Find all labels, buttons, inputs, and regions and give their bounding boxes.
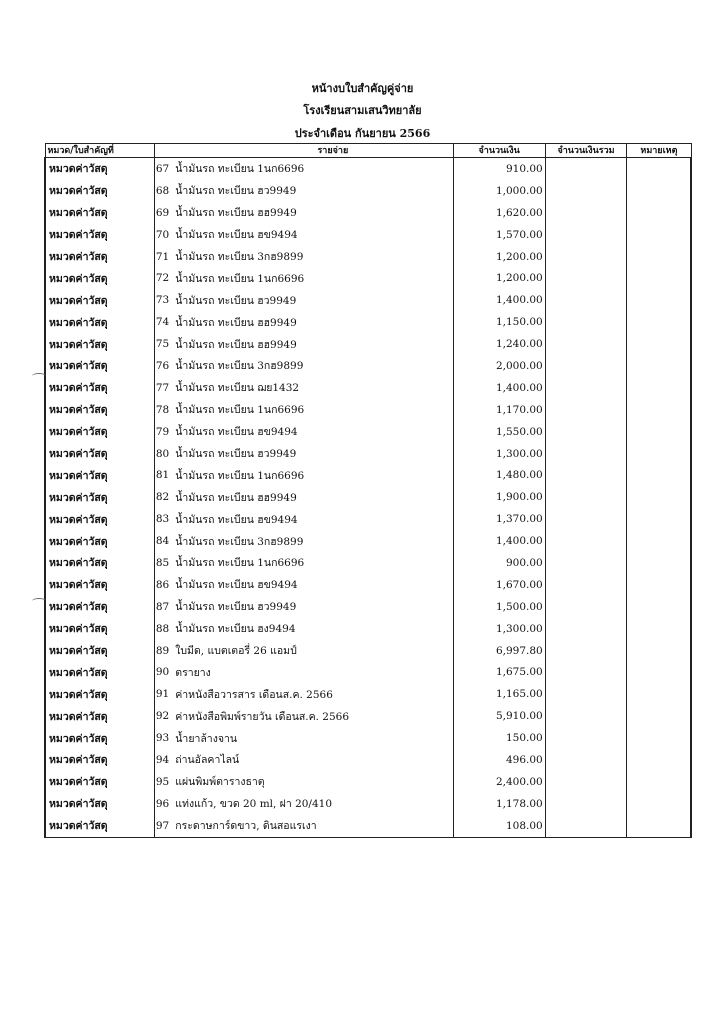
row-number: 70 xyxy=(155,228,170,241)
row-number: 92 xyxy=(155,710,170,723)
row-total xyxy=(545,399,627,421)
row-category: หมวดค่าวัสดุ xyxy=(45,661,155,683)
row-total xyxy=(545,640,627,662)
row-total xyxy=(545,267,627,289)
row-amount: 1,240.00 xyxy=(453,333,545,355)
row-number: 86 xyxy=(155,578,170,591)
row-remark xyxy=(627,508,691,530)
row-item: ใบมีด, แบตเตอรี่ 26 แอมป์ xyxy=(173,640,453,662)
table-row xyxy=(45,421,691,443)
row-number: 85 xyxy=(155,556,170,569)
table-row xyxy=(45,618,691,640)
row-number: 91 xyxy=(155,688,170,701)
table-row xyxy=(45,508,691,530)
row-amount: 2,400.00 xyxy=(453,771,545,793)
row-remark xyxy=(627,311,691,333)
row-remark xyxy=(627,640,691,662)
row-total xyxy=(545,246,627,268)
row-total xyxy=(545,727,627,749)
row-total xyxy=(545,377,627,399)
table-row xyxy=(45,793,691,815)
row-amount: 1,550.00 xyxy=(453,421,545,443)
row-number: 68 xyxy=(155,184,170,197)
row-category: หมวดค่าวัสดุ xyxy=(45,486,155,508)
expense-table xyxy=(44,143,692,838)
row-remark xyxy=(627,158,691,180)
row-item: น้ำมันรถ ทะเบียน ฮข9494 xyxy=(173,508,453,530)
row-number: 96 xyxy=(155,797,170,810)
row-number: 95 xyxy=(155,775,170,788)
table-row xyxy=(45,246,691,268)
row-amount: 1,000.00 xyxy=(453,180,545,202)
row-category: หมวดค่าวัสดุ xyxy=(45,793,155,815)
row-amount: 1,200.00 xyxy=(453,267,545,289)
row-amount: 1,480.00 xyxy=(453,464,545,486)
row-remark xyxy=(627,333,691,355)
row-remark xyxy=(627,289,691,311)
row-item: ค่าหนังสือวารสาร เดือนส.ค. 2566 xyxy=(173,683,453,705)
row-number: 88 xyxy=(155,622,170,635)
row-remark xyxy=(627,749,691,771)
row-item: น้ำมันรถ ทะเบียน ฮฮ9949 xyxy=(173,486,453,508)
row-remark xyxy=(627,815,691,837)
row-item: น้ำมันรถ ทะเบียน 1นก6696 xyxy=(173,464,453,486)
row-amount: 108.00 xyxy=(453,815,545,837)
table-row xyxy=(45,727,691,749)
row-remark xyxy=(627,377,691,399)
row-total xyxy=(545,815,627,837)
row-total xyxy=(545,530,627,552)
row-item: น้ำมันรถ ทะเบียน ฮฮ9949 xyxy=(173,202,453,224)
table-row xyxy=(45,530,691,552)
row-total xyxy=(545,421,627,443)
table-header-row xyxy=(45,144,691,158)
row-total xyxy=(545,311,627,333)
row-amount: 1,200.00 xyxy=(453,246,545,268)
table-row xyxy=(45,158,691,180)
row-category: หมวดค่าวัสดุ xyxy=(45,683,155,705)
row-category: หมวดค่าวัสดุ xyxy=(45,180,155,202)
table-row xyxy=(45,443,691,465)
row-number: 69 xyxy=(155,206,170,219)
row-item: น้ำมันรถ ทะเบียน ฌย1432 xyxy=(173,377,453,399)
row-category: หมวดค่าวัสดุ xyxy=(45,421,155,443)
row-item: น้ำมันรถ ทะเบียน 1นก6696 xyxy=(173,158,453,180)
row-item: น้ำมันรถ ทะเบียน ฮว9949 xyxy=(173,596,453,618)
row-number: 80 xyxy=(155,447,170,460)
row-item: น้ำมันรถ ทะเบียน 3กฮ9899 xyxy=(173,530,453,552)
col-header-amount: จำนวนเงิน xyxy=(453,144,545,158)
row-number: 81 xyxy=(155,469,170,482)
row-number: 75 xyxy=(155,338,170,351)
table-row xyxy=(45,815,691,837)
table-row xyxy=(45,771,691,793)
row-remark xyxy=(627,443,691,465)
row-category: หมวดค่าวัสดุ xyxy=(45,771,155,793)
row-remark xyxy=(627,202,691,224)
row-item: ค่าหนังสือพิมพ์รายวัน เดือนส.ค. 2566 xyxy=(173,705,453,727)
row-remark xyxy=(627,464,691,486)
row-category: หมวดค่าวัสดุ xyxy=(45,443,155,465)
row-number: 79 xyxy=(155,425,170,438)
row-amount: 1,370.00 xyxy=(453,508,545,530)
row-amount: 1,900.00 xyxy=(453,486,545,508)
row-number: 90 xyxy=(155,666,170,679)
row-item: น้ำมันรถ ทะเบียน 3กฮ9899 xyxy=(173,246,453,268)
row-amount: 1,178.00 xyxy=(453,793,545,815)
row-remark xyxy=(627,421,691,443)
row-total xyxy=(545,683,627,705)
row-item: น้ำมันรถ ทะเบียน 3กฮ9899 xyxy=(173,355,453,377)
row-number: 73 xyxy=(155,294,170,307)
row-amount: 5,910.00 xyxy=(453,705,545,727)
table-row xyxy=(45,661,691,683)
row-category: หมวดค่าวัสดุ xyxy=(45,640,155,662)
table-row xyxy=(45,683,691,705)
row-item: ตรายาง xyxy=(173,661,453,683)
row-number: 74 xyxy=(155,316,170,329)
table-row xyxy=(45,464,691,486)
punch-mark xyxy=(32,373,46,379)
row-amount: 900.00 xyxy=(453,552,545,574)
row-number: 94 xyxy=(155,753,170,766)
row-category: หมวดค่าวัสดุ xyxy=(45,530,155,552)
row-category: หมวดค่าวัสดุ xyxy=(45,246,155,268)
row-number: 78 xyxy=(155,403,170,416)
row-item: ถ่านอัลคาไลน์ xyxy=(173,749,453,771)
table-row xyxy=(45,289,691,311)
table-row xyxy=(45,202,691,224)
row-amount: 1,400.00 xyxy=(453,289,545,311)
table-row xyxy=(45,333,691,355)
table-row xyxy=(45,224,691,246)
row-category: หมวดค่าวัสดุ xyxy=(45,355,155,377)
row-remark xyxy=(627,793,691,815)
row-remark xyxy=(627,552,691,574)
row-total xyxy=(545,180,627,202)
row-category: หมวดค่าวัสดุ xyxy=(45,333,155,355)
row-total xyxy=(545,574,627,596)
row-total xyxy=(545,224,627,246)
row-item: น้ำมันรถ ทะเบียน ฮฮ9949 xyxy=(173,333,453,355)
table-row xyxy=(45,355,691,377)
row-item: น้ำมันรถ ทะเบียน ฮข9494 xyxy=(173,574,453,596)
row-number: 83 xyxy=(155,513,170,526)
row-remark xyxy=(627,267,691,289)
row-total xyxy=(545,158,627,180)
row-amount: 1,300.00 xyxy=(453,618,545,640)
table-row xyxy=(45,705,691,727)
row-total xyxy=(545,464,627,486)
row-number: 97 xyxy=(155,815,174,837)
row-remark xyxy=(627,618,691,640)
row-amount: 2,000.00 xyxy=(453,355,545,377)
table-row xyxy=(45,399,691,421)
row-item: น้ำมันรถ ทะเบียน ฮง9494 xyxy=(173,618,453,640)
row-remark xyxy=(627,771,691,793)
row-number: 87 xyxy=(155,600,170,613)
row-amount: 150.00 xyxy=(453,727,545,749)
row-number: 84 xyxy=(155,535,170,548)
row-total xyxy=(545,552,627,574)
row-amount: 1,500.00 xyxy=(453,596,545,618)
row-amount: 1,670.00 xyxy=(453,574,545,596)
table-row xyxy=(45,574,691,596)
row-remark xyxy=(627,705,691,727)
row-amount: 1,300.00 xyxy=(453,443,545,465)
row-total xyxy=(545,333,627,355)
row-remark xyxy=(627,574,691,596)
table-row xyxy=(45,267,691,289)
row-amount: 1,620.00 xyxy=(453,202,545,224)
table-row xyxy=(45,377,691,399)
row-total xyxy=(545,749,627,771)
row-number: 93 xyxy=(155,732,170,745)
row-amount: 1,400.00 xyxy=(453,377,545,399)
row-amount: 1,570.00 xyxy=(453,224,545,246)
table-row xyxy=(45,552,691,574)
row-number: 72 xyxy=(155,272,170,285)
col-header-category: หมวด/ใบสำคัญที่ xyxy=(45,144,155,158)
row-item: แท่งแก้ว, ขวด 20 ml, ฝา 20/410 xyxy=(173,793,453,815)
col-header-remark: หมายเหตุ xyxy=(627,144,691,158)
row-total xyxy=(545,486,627,508)
punch-mark xyxy=(32,598,46,604)
row-remark xyxy=(627,530,691,552)
row-item: แผ่นพิมพ์ตารางธาตุ xyxy=(173,771,453,793)
row-item: น้ำยาล้างจาน xyxy=(173,727,453,749)
row-remark xyxy=(627,596,691,618)
row-total xyxy=(545,771,627,793)
table-row xyxy=(45,749,691,771)
row-total xyxy=(545,443,627,465)
row-category: หมวดค่าวัสดุ xyxy=(45,508,155,530)
table-body xyxy=(45,158,691,838)
row-amount: 1,165.00 xyxy=(453,683,545,705)
row-total xyxy=(545,661,627,683)
table-row xyxy=(45,486,691,508)
row-category: หมวดค่าวัสดุ xyxy=(45,705,155,727)
row-remark xyxy=(627,355,691,377)
row-item: น้ำมันรถ ทะเบียน ฮข9494 xyxy=(173,224,453,246)
row-amount: 6,997.80 xyxy=(453,640,545,662)
row-number: 82 xyxy=(155,491,170,504)
row-remark xyxy=(627,399,691,421)
row-category: หมวดค่าวัสดุ xyxy=(45,224,155,246)
row-item: กระดาษการ์ดขาว, ดินสอแรเงา xyxy=(173,815,453,837)
row-total xyxy=(545,355,627,377)
document-title: หน้างบใบสำคัญคู่จ่าย xyxy=(311,82,414,95)
row-category: หมวดค่าวัสดุ xyxy=(45,596,155,618)
row-category: หมวดค่าวัสดุ xyxy=(45,377,155,399)
row-amount: 910.00 xyxy=(453,158,545,180)
row-remark xyxy=(627,246,691,268)
school-name: โรงเรียนสามเสนวิทยาลัย xyxy=(303,104,422,117)
row-total xyxy=(545,289,627,311)
col-header-item: รายจ่าย xyxy=(155,144,454,158)
row-category: หมวดค่าวัสดุ xyxy=(45,399,155,421)
table-row xyxy=(45,311,691,333)
row-amount: 1,675.00 xyxy=(453,661,545,683)
col-header-total: จำนวนเงินรวม xyxy=(545,144,627,158)
row-number: 89 xyxy=(155,644,170,657)
row-total xyxy=(545,793,627,815)
row-item: น้ำมันรถ ทะเบียน 1นก6696 xyxy=(173,552,453,574)
row-item: น้ำมันรถ ทะเบียน ฮว9949 xyxy=(173,443,453,465)
row-number: 77 xyxy=(155,381,170,394)
row-category: หมวดค่าวัสดุ xyxy=(45,267,155,289)
row-category: หมวดค่าวัสดุ xyxy=(45,289,155,311)
row-amount: 1,150.00 xyxy=(453,311,545,333)
row-amount: 496.00 xyxy=(453,749,545,771)
row-total xyxy=(545,618,627,640)
table-row xyxy=(45,640,691,662)
row-amount: 1,170.00 xyxy=(453,399,545,421)
row-remark xyxy=(627,224,691,246)
row-category: หมวดค่าวัสดุ xyxy=(45,202,155,224)
row-remark xyxy=(627,661,691,683)
row-remark xyxy=(627,727,691,749)
row-category: หมวดค่าวัสดุ xyxy=(45,464,155,486)
row-remark xyxy=(627,683,691,705)
row-item: น้ำมันรถ ทะเบียน ฮว9949 xyxy=(173,289,453,311)
row-number: 76 xyxy=(155,359,170,372)
row-total xyxy=(545,596,627,618)
row-item: น้ำมันรถ ทะเบียน ฮว9949 xyxy=(173,180,453,202)
row-category: หมวดค่าวัสดุ xyxy=(45,158,155,180)
row-category: หมวดค่าวัสดุ xyxy=(45,815,155,837)
row-category: หมวดค่าวัสดุ xyxy=(45,311,155,333)
row-category: หมวดค่าวัสดุ xyxy=(45,749,155,771)
row-category: หมวดค่าวัสดุ xyxy=(45,727,155,749)
table-row xyxy=(45,180,691,202)
row-remark xyxy=(627,180,691,202)
row-category: หมวดค่าวัสดุ xyxy=(45,574,155,596)
row-item: น้ำมันรถ ทะเบียน ฮข9494 xyxy=(173,421,453,443)
row-category: หมวดค่าวัสดุ xyxy=(45,552,155,574)
table-row xyxy=(45,596,691,618)
row-remark xyxy=(627,486,691,508)
row-total xyxy=(545,705,627,727)
row-item: น้ำมันรถ ทะเบียน ฮฮ9949 xyxy=(173,311,453,333)
row-total xyxy=(545,508,627,530)
row-number: 67 xyxy=(155,162,170,175)
row-number: 71 xyxy=(155,250,170,263)
row-category: หมวดค่าวัสดุ xyxy=(45,618,155,640)
row-total xyxy=(545,202,627,224)
row-item: น้ำมันรถ ทะเบียน 1นก6696 xyxy=(173,267,453,289)
row-item: น้ำมันรถ ทะเบียน 1นก6696 xyxy=(173,399,453,421)
period-label: ประจำเดือน กันยายน 2566 xyxy=(294,127,431,140)
row-amount: 1,400.00 xyxy=(453,530,545,552)
